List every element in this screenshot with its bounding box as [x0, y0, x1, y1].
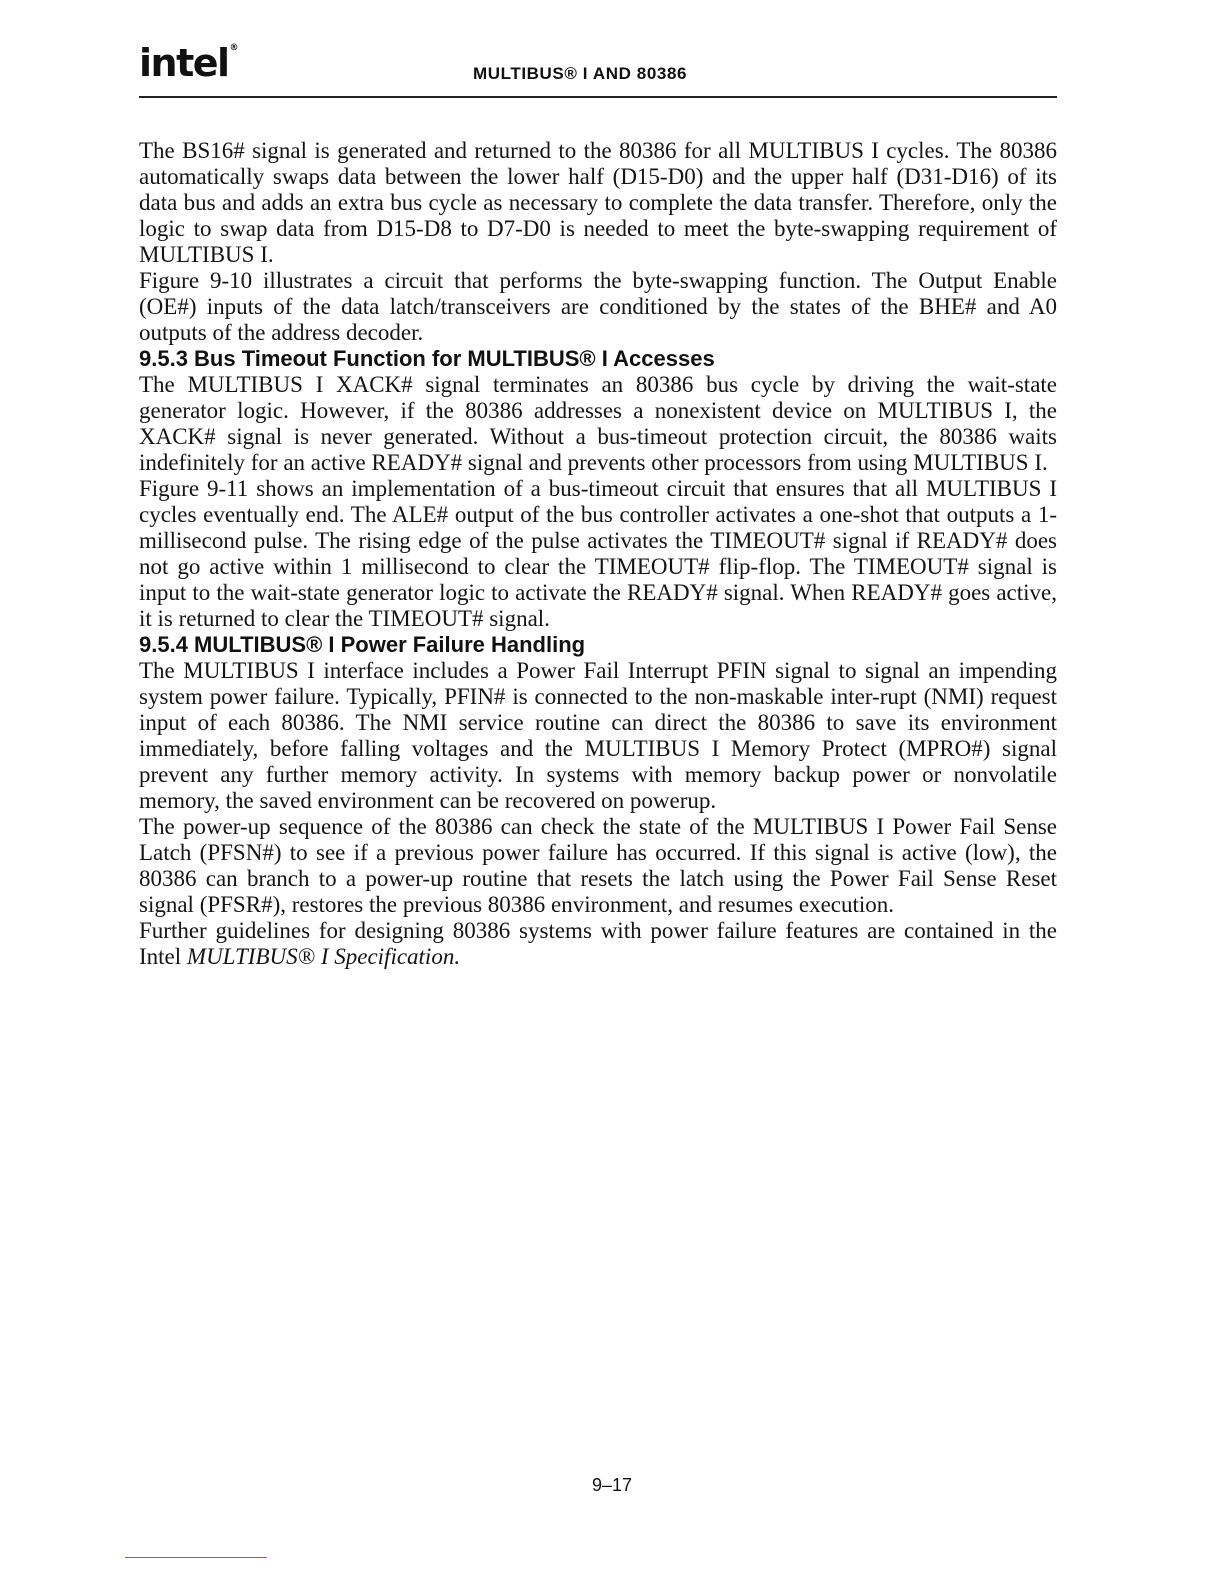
- paragraph-xack: The MULTIBUS I XACK# signal terminates an 80386 bus cycle by driving the wait-state generator logic. However, if the 80386 addresses a nonexistent device on MULTIBUS I, the XACK# signal is never generated. Without a bus-timeout protection circuit, the 80386 waits indefinitely for an active READY# signal and prevents other processors from using MULTIBUS I.: [139, 372, 1057, 475]
- logo-text: intel: [139, 41, 229, 85]
- paragraph-power-up: The power-up sequence of the 80386 can check the state of the MULTIBUS I Power Fail Sense Latch (PFSN#) to see if a previous power failure has occurred. If this signal is active (low), the 80386 can branch to a power-up routine that resets the latch using the Power Fail Sense Reset signal (PFSR#), restores the previous 80386 environment, and resumes execution.: [139, 814, 1057, 917]
- registered-mark-icon: ®: [229, 43, 238, 53]
- page-body: [139, 138, 1057, 970]
- paragraph-bs16: The BS16# signal is generated and returned to the 80386 for all MULTIBUS I cycles. The 80386 automatically swaps data between the lower half (D15-D0) and the upper half (D31-D16) of its data bus and adds an extra bus cycle as necessary to complete the data transfer. Therefore, only the logic to swap data from D15-D8 to D7-D0 is needed to meet the byte-swapping requirement of MULTIBUS I.: [139, 138, 1057, 267]
- page-number: 9–17: [591, 1475, 633, 1495]
- paragraph-bus-timeout-figure: Figure 9-11 shows an implementation of a bus-timeout circuit that ensures that all MULTIBUS I cycles eventually end. The ALE# output of the bus controller activates a one-shot that outputs a 1-millisecond pulse. The rising edge of the pulse activates the TIMEOUT# signal if READY# does not go active within 1 millisecond to clear the TIMEOUT# flip-flop. The TIMEOUT# signal is input to the wait-state generator logic to activate the READY# signal. When READY# goes active, it is returned to clear the TIMEOUT# signal.: [139, 476, 1057, 631]
- section-heading-9-5-3: 9.5.3 Bus Timeout Function for MULTIBUS® I Accesses: [139, 346, 715, 371]
- guidelines-text: Further guidelines for designing 80386 systems with power failure features are contained in the Intel: [139, 918, 1057, 969]
- paragraph-guidelines: [139, 918, 1057, 970]
- footer-mark: [125, 1557, 267, 1558]
- specification-title: MULTIBUS® I Specification.: [186, 944, 461, 969]
- paragraph-pfin: The MULTIBUS I interface includes a Power Fail Interrupt PFIN signal to signal an impending system power failure. Typically, PFIN# is connected to the non-maskable inter-rupt (NMI) request input of each 80386. The NMI service routine can direct the 80386 to save its environment immediately, before falling voltages and the MULTIBUS I Memory Protect (MPRO#) signal prevent any further memory activity. In systems with memory backup power or nonvolatile memory, the saved environment can be recovered on powerup.: [139, 658, 1057, 813]
- intel-logo: [139, 41, 238, 85]
- paragraph-byte-swap-figure: Figure 9-10 illustrates a circuit that performs the byte-swapping function. The Output Enable (OE#) inputs of the data latch/transceivers are conditioned by the states of the BHE# and A0 outputs of the address decoder.: [139, 268, 1057, 345]
- header-rule: [139, 96, 1057, 98]
- running-header: MULTIBUS® I AND 80386: [473, 64, 688, 83]
- section-heading-9-5-4: 9.5.4 MULTIBUS® I Power Failure Handling: [139, 632, 586, 657]
